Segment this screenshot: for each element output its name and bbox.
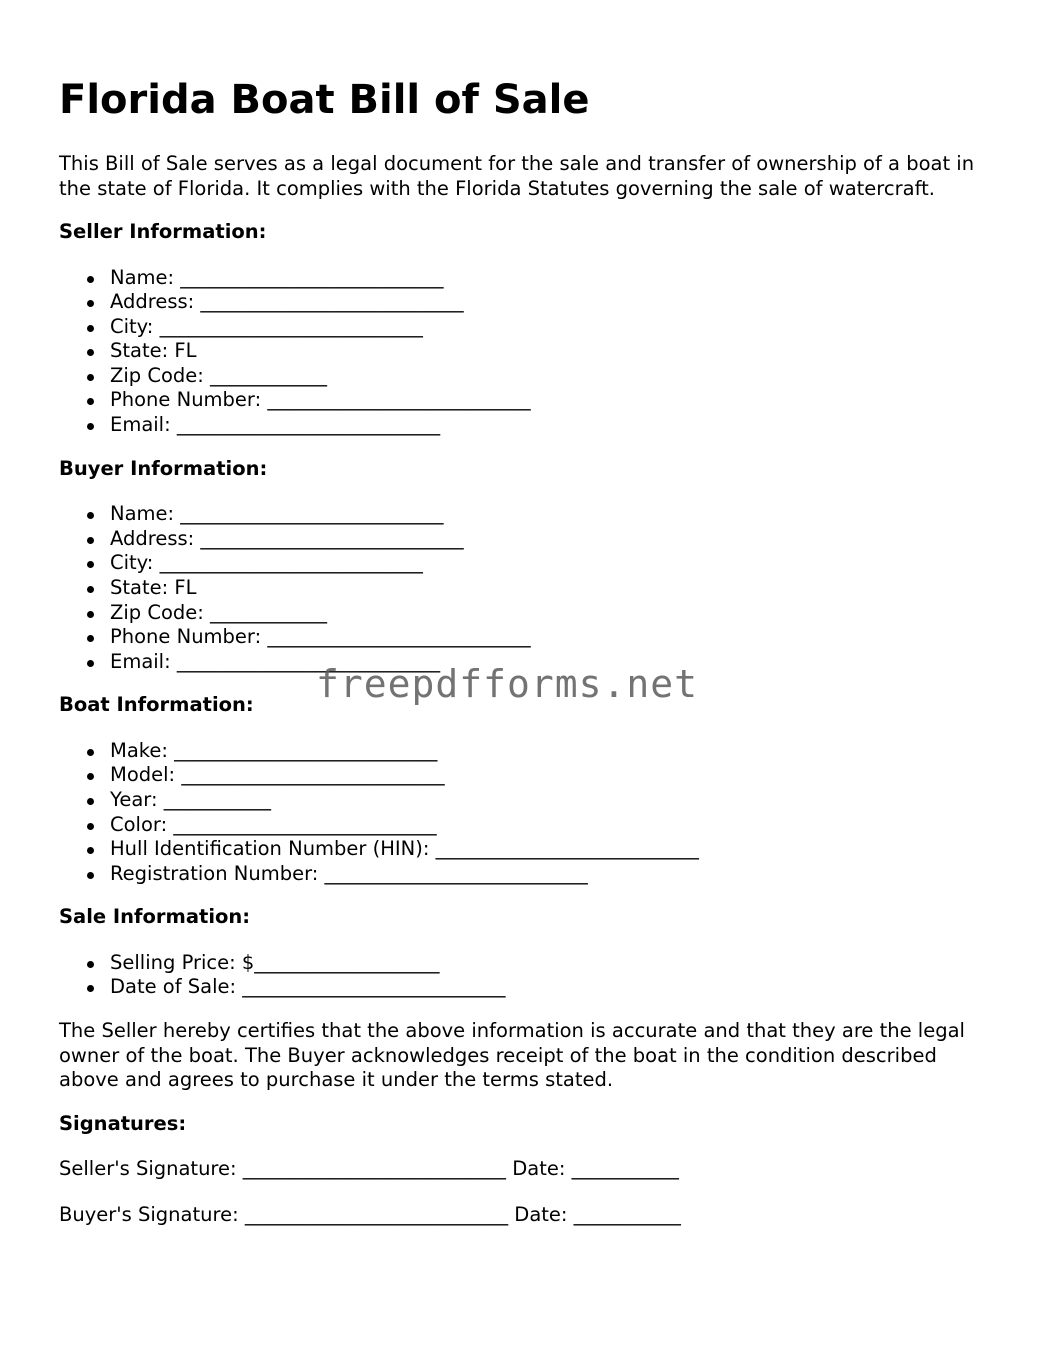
buyer-state-field: State: FL [110, 576, 989, 601]
seller-city-field: City: ___________________________ [110, 315, 989, 340]
certification-paragraph: The Seller hereby certifies that the above information is accurate and that they are the legal owner of the boat. The Buyer acknowledges receipt of the boat in the condition described above and agrees to purchase it under the terms stated. [59, 1019, 965, 1092]
seller-phone-field: Phone Number: ___________________________ [110, 388, 989, 413]
boat-make-field: Make: ___________________________ [110, 739, 989, 764]
seller-zip-field: Zip Code: ____________ [110, 364, 989, 389]
seller-email-field: Email: ___________________________ [110, 413, 989, 438]
sale-price-field: Selling Price: $___________________ [110, 951, 989, 976]
document-title: Florida Boat Bill of Sale [59, 77, 590, 123]
seller-heading: Seller Information: [59, 220, 267, 243]
seller-state-field: State: FL [110, 339, 989, 364]
sale-heading: Sale Information: [59, 905, 251, 929]
buyer-city-field: City: ___________________________ [110, 551, 989, 576]
watermark-text: freepdfforms.net [316, 662, 699, 706]
buyer-phone-field: Phone Number: ___________________________ [110, 625, 989, 650]
intro-paragraph: This Bill of Sale serves as a legal document for the sale and transfer of ownership of a boat in the state of Florida. It complies with the Florida Statutes governing the sale of watercraft. [59, 152, 975, 200]
sale-fields-list [59, 951, 989, 1000]
buyer-signature-line: Buyer's Signature: ___________________________ Date: ___________ [59, 1202, 681, 1226]
boat-hin-field: Hull Identification Number (HIN): ___________________________ [110, 837, 989, 862]
buyer-email-field: Email: ___________________________ [110, 650, 989, 675]
seller-fields-list [59, 266, 989, 438]
buyer-fields-list [59, 502, 989, 674]
boat-registration-field: Registration Number: ___________________________ [110, 862, 989, 887]
signatures-heading: Signatures: [59, 1111, 187, 1135]
seller-address-field: Address: ___________________________ [110, 290, 989, 315]
buyer-zip-field: Zip Code: ____________ [110, 601, 989, 626]
boat-color-field: Color: ___________________________ [110, 813, 989, 838]
seller-signature-line: Seller's Signature: ___________________________ Date: ___________ [59, 1157, 679, 1181]
buyer-address-field: Address: ___________________________ [110, 527, 989, 552]
boat-fields-list [59, 739, 989, 887]
boat-year-field: Year: ___________ [110, 788, 989, 813]
sale-date-field: Date of Sale: ___________________________ [110, 975, 989, 1000]
buyer-name-field: Name: ___________________________ [110, 502, 989, 527]
boat-heading: Boat Information: [59, 693, 254, 717]
seller-name-field: Name: ___________________________ [110, 266, 989, 291]
buyer-heading: Buyer Information: [59, 456, 268, 480]
boat-model-field: Model: ___________________________ [110, 763, 989, 788]
